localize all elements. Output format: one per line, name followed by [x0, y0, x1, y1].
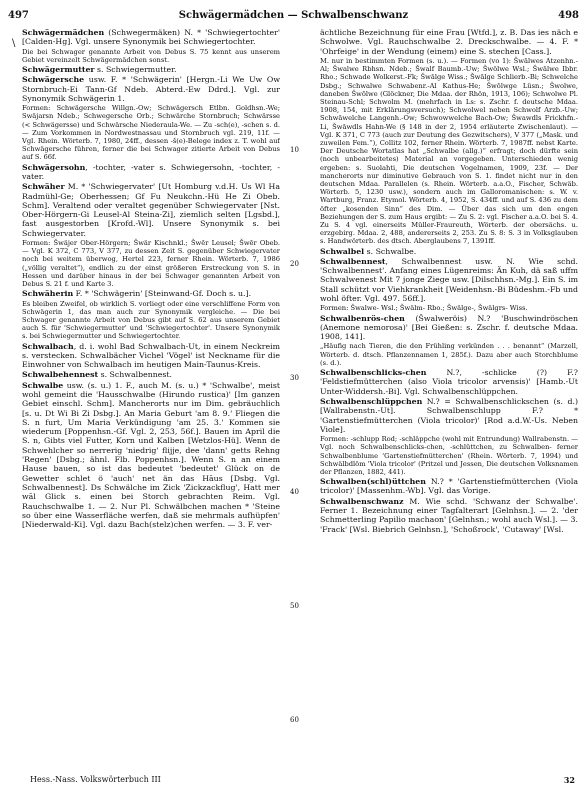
line-number: 10	[290, 146, 299, 154]
entry-text: N.? * 'Gartenstiefmütterchen (Viola tricolor)' [Massenhm.-Wb]. Vgl. das Vorige.	[320, 477, 578, 496]
entry-lemma: Schwäher	[22, 182, 65, 192]
page-footer	[30, 775, 575, 787]
entry-lemma: Schwägersohn	[22, 162, 86, 172]
entry-text: usw. F. * 'Schwägerin' [Hergn.-Li We Uw Ow Stornbruch-Ei Tann-Gf Ndeb. Abterd.-Ew Ddrd.]. Vgl. zur Synonymik Schwägerin 1.	[22, 75, 280, 103]
dictionary-entry	[320, 497, 578, 534]
footer-title: Hess.-Nass. Volkswörterbuch III	[30, 775, 161, 784]
entry-text: F. * 'Schwägerin' [Steinwand-Gf. Doch s. u.].	[73, 289, 252, 299]
entry-text: N.?, -schlicke (?) F.? 'Feldstiefmütterchen (also Viola tricolor arvensis)' [Hamb.-Ut Unter-Widdersh.-Bi]. Vgl. Schwalbenschlüppchen.	[320, 368, 578, 396]
line-number: 20	[290, 260, 299, 268]
right-column	[320, 28, 578, 768]
entry-text: Es bleiben Zweifel, ob wirklich S. vorliegt oder eine verschliffene Form von Schwägerin 1, das man auch zur Synonymik vergleiche. — Die bei Schwager genannte Arbeit von Debus gibt auf S. 62 aus unserem Gebiet auch S. für 'Schwiegermutter' und 'Schwiegertochter'. Unsere Synonymik s. bei Schwiegermutter und Schwiegertochter.	[22, 299, 280, 341]
entry-lemma: Schwalben(schl)üttchen	[320, 477, 426, 487]
entry-text: Die bei Schwager genannte Arbeit von Debus S. 75 kennt aus unserem Gebiet vereinzelt Schwägermädchen sonst.	[22, 47, 280, 64]
entry-lemma: Schwalbenschlüppchen	[320, 396, 423, 406]
dictionary-entry	[22, 65, 280, 74]
dictionary-entry	[22, 182, 280, 238]
dictionary-entry	[22, 370, 280, 379]
entry-text: Formen: Šwäjer Ober-Hörgern; Šwär Kischnkl.; Šwēr Leusel; Šwēr Obeb. — Vgl. K 372, C 773, V 377, zu dessen Zeit S. gegenüber Schwiegervater noch bei weitem überwog, Hertel 223, ferner Rhein. Wörterb. 7, 1986 („völlig veraltet“), endlich zu der einst größeren Erstreckung von S. in Hessen und darüber hinaus in der bei Schwager genannten Arbeit von Debus S. 21 f. und Karte 3.	[22, 238, 280, 288]
signature-number: 32	[563, 775, 575, 785]
running-title: Schwägermädchen — Schwalbenschwanz	[178, 10, 409, 21]
dictionary-entry	[22, 239, 280, 288]
entry-text: s. Schwalbennest.	[98, 370, 172, 380]
entry-text: N.? = Schwalbenschlickschen (s. d.) [Wallrabenstn.-Ut]. Schwalbenschlupp F.? * 'Gartenstiefmütterchen (Viola tricolor)' [Rod a.d.W.-Us. Neben Viole].	[320, 396, 578, 434]
entry-text: „Häufig nach Tieren, die den Frühling verkünden . . . benannt“ (Marzell, Wörterb. d. dtsch. Pflanzennamen 1, 285f.). Dazu aber auch Storchblume (s. d.).	[320, 342, 578, 367]
line-number: 30	[290, 374, 299, 382]
entry-text: M. Wie schd. 'Schwanz der Schwalbe'. Ferner 1. Bezeichnung einer Tagfalterart [Gelnhsn.]. — 2. 'der Schmetterling Papilio machaon' [Gelnhsn.; wohl auch Wsl.]. — 3. 'Frack' [Wsl. Biebrich Gelnhsn.], 'Schoßrock', 'Cutaway' [Wsl.	[320, 496, 578, 534]
page-number-right: 498	[558, 10, 579, 21]
entry-lemma: Schwalbenschwanz	[320, 496, 404, 506]
dictionary-entry	[22, 381, 280, 530]
entry-text: , d. i. wohl Bad Schwalbach-Ut, in einem Neckreim s. verstecken. Schwalbächer Vichel 'Vögel' ist Neckname für die Einwohner von Schwalbach im heutigen Main-Taunus-Kreis.	[22, 341, 280, 370]
dictionary-entry	[22, 300, 280, 341]
entry-text: , -tochter, -vater s. Schwiegersohn, -tochter, -vater.	[22, 162, 280, 181]
page-number-left: 497	[8, 10, 29, 21]
entry-text: M. nur in bestimmten Formen (s. u.). — Formen (vo 1): Šwālwes Atzenhn.-Al; Šwalwe Rbhsn. Ndeb.; Šwalf Baumb.-Uw; Šwölwe Wsl.; Šwālwe Ibbr. Rho.; Schwade Wolkerst.-Fk; Šwālge Wiss.; Šwālge Schlierb.-Bi; Schwelche Dsbg.; Schwalwe Schwabenr.-Al Kathus-He; Šwōlwge Lüsn.; Šwolwe, daneben Šwōlwe (Glöckner, Die Mdaa. der Rhön, 1913, 106); Schwolwe Pl. Steinau-Schl; Schwolm M. (mehrfach in Ls: s. Zschr. f. deutsche Mdaa. 1908, 154, mit Erklärungsversuch); Schwolwel neben Schwolf Arzb.-Uw; Schwāwelche Langenh.-Ow; Schwowwelche Bach-Ow; Šwawdls Frickhfn.-Li, Šwāwdls Hahn-We (§ 148 in der 2, 1954 erläuterte Zwischenlaut). — Vgl. K 371, C 773 (auch zur Deutung des Gezwitschers), V 377 („Mask. und zuweilen Fem.“), Collitz 102, ferner Rhein. Wörterb. 7, 1987ff. nebst Karte. Der Deutsche Wortatlas hat „Schwalbe (allg.)“ erfragt; doch dürfte sein (noch unbearbeitetes) Material an vorgegeben. Unterschieden wenig ergeben: s. Suolahti, Die deutschen Vogelnamen, 1909, 23f. — Der mancherorts nur diminutive Gebrauch von S. 1. findet nicht nur in den deutschen Mdaa. Parallelen (s. Rhein. Wörterb. a.a.O., Fischer, Schwäb. Wörterb. 5, 1230 usw.), sondern auch im Galloromanischen: s. W. v. Wartburg, Franz. Etymol. Wörterb. 4, 1952, S. 434ff. und auf S. 436 zu dem öfter „kosenden Sinn“ des Dim. — Über das sich um den engen Beziehungen der S. zum Haus ergibt: — Zu S. 2: vgl. Fischer a.a.O. bei S. 4. Zu S. 4 vgl. einerseits Müller-Fraureuth, Wörterb. der obersächs. u. erzgebirg. Mdaa. 2, 488, andererseits 2, 253. Zu S. 8: S. 3 in Volksglauben s. Handwörterb. des dtsch. Aberglaubens 7, 1391ff.	[320, 56, 578, 246]
entry-lemma: Schwägermutter	[22, 65, 95, 74]
entry-text: s. Schwalbe.	[364, 246, 417, 256]
dictionary-entry	[320, 247, 578, 256]
entry-lemma: Schwägersche	[22, 75, 85, 85]
entry-text: , Schwalbennest usw. N. Wie schd. 'Schwalbennest'. Anfang eines Lügenreims: Än Kuh, dä saß uffm Schwalwenest Mit 7 jonge Ziege usw. [Dilschhsn.-Mg.]. Ein S. im Stall schützt vor Viehkrankheit [Weidenhsn.-Bi Büdeshm.-Fb und wohl öfter. Vgl. 497. 56ff.].	[320, 256, 578, 304]
entry-lemma: Schwalbel	[320, 246, 365, 256]
dictionary-entry	[320, 368, 578, 396]
margin-mark: \	[12, 38, 16, 49]
dictionary-entry	[22, 163, 280, 182]
dictionary-entry	[320, 257, 578, 303]
dictionary-entry	[320, 435, 578, 476]
entry-text: (Šwalweröis) N.? 'Buschwindröschen (Anemone nemorosa)' [Bei Gießen: s. Zschr. f. deutsche Mdaa. 1908, 141].	[320, 313, 578, 342]
entry-lemma: Schwalbehennest	[22, 370, 99, 380]
dictionary-columns	[22, 28, 578, 768]
dictionary-entry	[22, 28, 280, 47]
dictionary-entry	[22, 48, 280, 64]
entry-text: Formen: -schlupp Rod; -schläppche (wohl mit Entrundung) Wallrabenstn. — Vgl. noch Schwalbenschlicks-chen, -schlüttchen, zu Schwalben- ferner Schwalbenblume 'Gartenstiefmütterchen' (Rhein. Wörterb. 7, 1994) und Schwälbdlöm 'Viola tricolor' (Pritzel und Jessen, Die deutschen Volksnamen der Pflanzen, 1882, 441).	[320, 435, 578, 476]
dictionary-entry	[22, 104, 280, 161]
entry-text: ächtliche Bezeichnung für eine Frau [Wtfd.], z. B. Das ies näch e Schwolwe. Vgl. Rauchschwalbe 2. Dreckschwalbe. — 4. F. * 'Ohrfeige' in der Wendung (einem) eine S. stechen [Cass.].	[320, 28, 578, 56]
entry-lemma: Schwäherin	[22, 289, 74, 299]
entry-lemma: Schwalbenschlicks-chen	[320, 368, 427, 378]
dictionary-entry	[22, 342, 280, 370]
dictionary-entry	[22, 289, 280, 298]
entry-text: s. Schwiegermutter.	[94, 65, 177, 74]
line-number: 50	[290, 602, 299, 610]
entry-text: Formen: Schwägersche Willgn.-Ow; Schwägersch Etlbn. Goldhsn.-We; Swäjarsn Ndeb.; Schwegersche Orb.; Schwärche Stornbruch; Schwärsse (< Schwägersse) und Schwärsche Niederaula-We. — Zu -sch(e), -schen s. d. — Zum Vorkommen in Nordwestnassau und Stornbruch vgl. 219, 11f. — Vgl. Rhein. Wörterb. 7, 1980, 24ff., dessen -š(e)-Belege index z. T. wohl auf Schwägersche führen, ferner die bei Schwager zitierte Arbeit von Debus auf S. 66f.	[22, 104, 280, 162]
line-number: 40	[290, 488, 299, 496]
left-column	[22, 28, 280, 768]
dictionary-entry	[320, 28, 578, 56]
line-number: 60	[290, 716, 299, 724]
dictionary-entry	[22, 75, 280, 103]
entry-lemma: Schwägermädchen	[22, 28, 105, 37]
page-header	[8, 10, 579, 24]
entry-lemma: Schwalbennest	[320, 256, 386, 266]
line-number-gutter	[286, 28, 316, 768]
dictionary-entry	[320, 397, 578, 434]
entry-text: usw. (s. u.) 1. F., auch M. (s. u.) * 'Schwalbe', meist wohl gemeint die 'Hausschwalbe (Hirundo rustica)' [Im ganzen Gebiet einschl. Schm]. Mancherorts nur im Dim. gebräuchlich [s. u. Dt Wi Bi Zi Dsbg.]. An Maria Geburt 'am 8. 9.' Fliegen die S. n furt, Um Maria Verkündigung 'am 25. 3.' Kommen sie wiederum [Poppenhsn.-Gf. Vgl. 2, 253, 56f.]. Bauen im April die S. n, Gibts viel Futter, Korn und Kalben [Wetzlos-Hü]. Wenn de Schwehlcher so nerrerig 'niedrig' flijje, dee 'dann' getts Rehng 'Regen' [Dsbg.; ähnl. Flb. Poppenhsn.]. Wenn S. n an einem Hause bauen, so ist das bedeutet 'bedeutet' Glück on de Gewetter schlet ö 'auch' net än das Hāus [Dsbg. Vgl. Schwalbennest]. Ds Schwälche im Zick 'Zickzackflug', Hatt mer wāl Glick s. einen bei Storch gebrachten Reim. Vgl. Rauchschwalbe 1. — 2. Nur Pl. Schwälbchen machen * 'Steine so über eine Wasserfläche werfen, daß sie mehrmals aufhüpfen' [Niederwald-Ki]. Vgl. dazu Bach(stelz)chen werfen. — 3. F. ver-	[22, 380, 280, 530]
entry-text: (Schwegermäken) N. * 'Schwiegertochter' [Calden-Hg]. Vgl. unsere Synonymik bei Schwiegertochter.	[22, 28, 280, 47]
entry-lemma: Schwalbe	[22, 380, 64, 390]
dictionary-entry	[320, 314, 578, 342]
dictionary-entry	[320, 57, 578, 246]
entry-lemma: Schwalbenrös-chen	[320, 313, 405, 323]
dictionary-entry	[320, 342, 578, 367]
dictionary-entry	[320, 477, 578, 496]
dictionary-entry	[320, 304, 578, 312]
entry-text: Formen: Šwalwe- Wsl.; Šwälm- Rbo.; Šwälge-, Šwälgrs- Wiss.	[320, 304, 528, 313]
entry-lemma: Schwalbach	[22, 341, 74, 351]
entry-text: M. * 'Schwiegervater' [Ut Homburg v.d.H. Us Wl Ha Radmühl-Ge; Oberhessen; Gf Fu Neukchn.-Hü He Zi Obeb. Schm]. Veraltend oder veraltet gegenüber Schwiegervater [Nst. Ober-Hörgern-Gi Leusel-Al Steina-Zi], ziemlich selten [Lgsbd.], fast ausgestorben [Krofd.-Wl]. Unsere Synonymik s. bei Schwiegervater.	[22, 182, 280, 238]
